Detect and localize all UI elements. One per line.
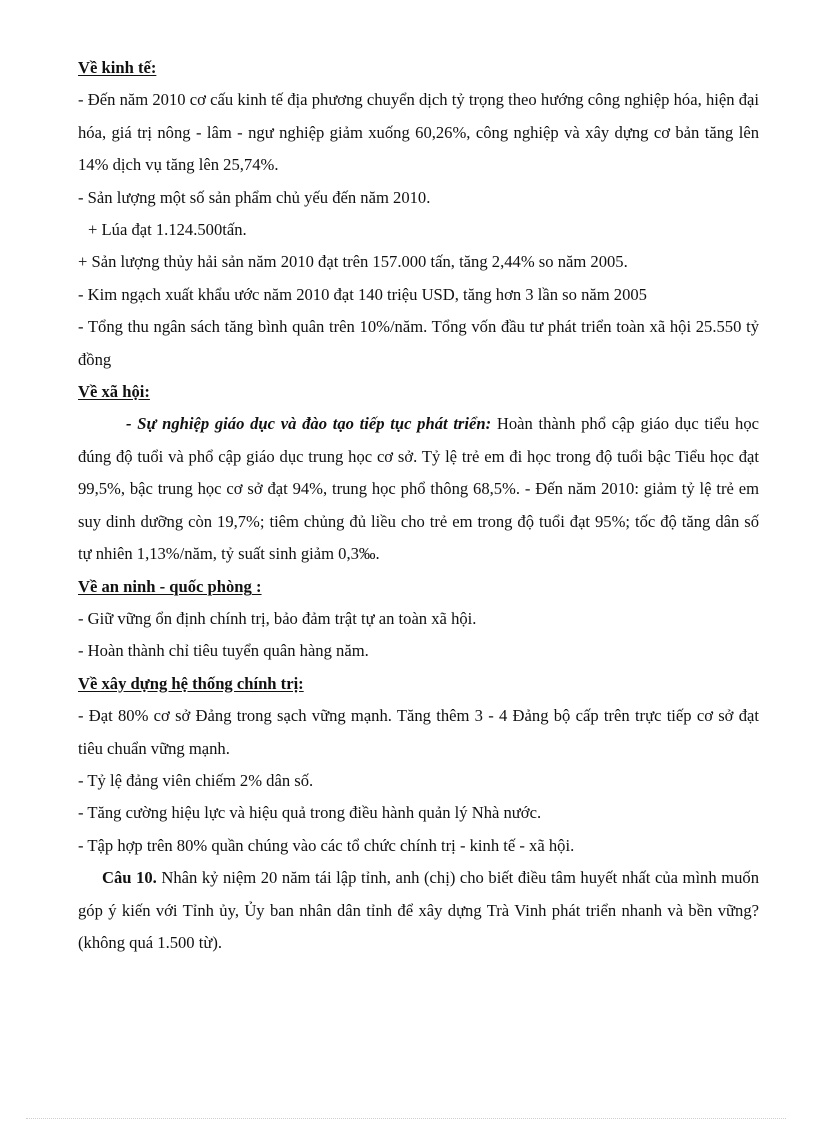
economy-item: - Sản lượng một số sản phẩm chủ yếu đến năm 2010. — [78, 187, 431, 207]
economy-item: + Sản lượng thủy hải sản năm 2010 đạt trên 157.000 tấn, tăng 2,44% so năm 2005. — [78, 252, 628, 272]
economy-item: - Kim ngạch xuất khẩu ước năm 2010 đạt 140 triệu USD, tăng hơn 3 lần so năm 2005 — [78, 284, 647, 304]
politics-heading: Về xây dựng hệ thống chính trị: — [78, 673, 304, 693]
security-item: - Giữ vững ổn định chính trị, bảo đảm trật tự an toàn xã hội. — [78, 608, 477, 628]
question-paragraph — [78, 862, 759, 959]
society-heading: Về xã hội: — [78, 382, 150, 402]
document-page — [78, 52, 759, 959]
security-item: - Hoàn thành chỉ tiêu tuyển quân hàng năm. — [78, 641, 369, 661]
page-border-dots — [26, 1118, 786, 1119]
society-lead: - Sự nghiệp giáo dục và đào tạo tiếp tục phát triển: — [126, 414, 492, 434]
economy-item: + Lúa đạt 1.124.500tấn. — [88, 220, 247, 240]
politics-item: - Tập hợp trên 80% quần chúng vào các tổ chức chính trị - kinh tế - xã hội. — [78, 835, 575, 855]
society-paragraph — [78, 408, 759, 570]
society-body: Hoàn thành phổ cập giáo dục tiểu học đúng độ tuổi và phổ cập giáo dục trung học cơ sở. Tỷ lệ trẻ em đi học trong độ tuổi bậc Tiểu học đạt 99,5%, bậc trung học cơ sở đạt 94%, trung học phổ thông 68,5%. - Đến năm 2010: giảm tỷ lệ trẻ em suy dinh dưỡng còn 19,7%; tiêm chủng đủ liều cho trẻ em trong độ tuổi đạt 95%; tốc độ tăng dân số tự nhiên 1,13%/năm, tỷ suất sinh giảm 0,3‰. — [78, 414, 759, 564]
economy-item: - Tổng thu ngân sách tăng bình quân trên 10%/năm. Tổng vốn đầu tư phát triển toàn xã hội 25.550 tỷ đồng — [78, 317, 759, 369]
economy-item: - Đến năm 2010 cơ cấu kinh tế địa phương chuyển dịch tỷ trọng theo hướng công nghiệp hóa, hiện đại hóa, giá trị nông - lâm - ngư nghiệp giảm xuống 60,26%, công nghiệp và xây dựng cơ bản tăng lên 14% dịch vụ tăng lên 25,74%. — [78, 90, 759, 175]
security-heading: Về an ninh - quốc phòng : — [78, 576, 262, 596]
question-label: Câu 10. — [102, 868, 157, 888]
politics-item: - Tỷ lệ đảng viên chiếm 2% dân số. — [78, 770, 314, 790]
politics-item: - Đạt 80% cơ sở Đảng trong sạch vững mạnh. Tăng thêm 3 - 4 Đảng bộ cấp trên trực tiếp cơ sở đạt tiêu chuẩn vững mạnh. — [78, 706, 759, 758]
economy-heading: Về kinh tế: — [78, 58, 157, 77]
politics-item: - Tăng cường hiệu lực và hiệu quả trong điều hành quản lý Nhà nước. — [78, 803, 542, 823]
question-text: Nhân kỷ niệm 20 năm tái lập tỉnh, anh (chị) cho biết điều tâm huyết nhất của mình muốn góp ý kiến với Tỉnh ủy, Ủy ban nhân dân tỉnh để xây dựng Trà Vinh phát triển nhanh và bền vững? (không quá 1.500 từ). — [78, 868, 759, 952]
